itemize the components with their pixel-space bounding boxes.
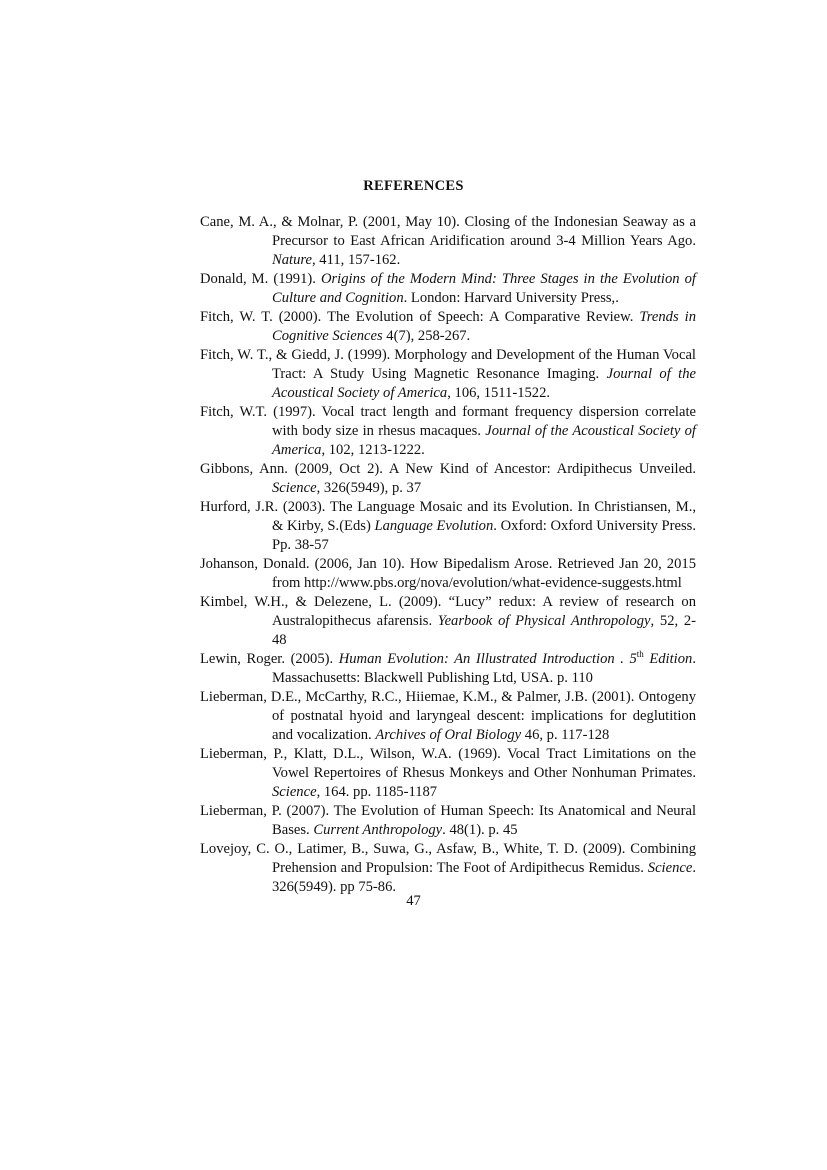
reference-entry: Hurford, J.R. (2003). The Language Mosaic and its Evolution. In Christiansen, M., & Kirby, S.(Eds) Language Evolution. Oxford: Oxford University Press. Pp. 38-57 <box>200 499 696 553</box>
page-number: 47 <box>406 893 421 909</box>
reference-entry: Kimbel, W.H., & Delezene, L. (2009). “Lucy” redux: A review of research on Australopithecus afarensis. Yearbook of Physical Anthropology, 52, 2-48 <box>200 594 696 648</box>
reference-entry: Lieberman, P., Klatt, D.L., Wilson, W.A. (1969). Vocal Tract Limitations on the Vowel Repertoires of Rhesus Monkeys and Other Nonhuman Primates. Science, 164. pp. 1185-1187 <box>200 746 696 800</box>
page-title: REFERENCES <box>363 178 464 194</box>
reference-entry: Johanson, Donald. (2006, Jan 10). How Bipedalism Arose. Retrieved Jan 20, 2015 from http://www.pbs.org/nova/evolution/what-evidence-suggests.html <box>200 556 696 591</box>
reference-entry: Fitch, W. T. (2000). The Evolution of Speech: A Comparative Review. Trends in Cognitive Sciences 4(7), 258-267. <box>200 309 696 344</box>
reference-entry: Lewin, Roger. (2005). Human Evolution: An Illustrated Introduction . 5th Edition. Massachusetts: Blackwell Publishing Ltd, USA. p. 110 <box>200 649 696 686</box>
reference-entry: Fitch, W. T., & Giedd, J. (1999). Morphology and Development of the Human Vocal Tract: A Study Using Magnetic Resonance Imaging. Journal of the Acoustical Society of America, 106, 1511-1522. <box>200 347 696 401</box>
reference-entry: Donald, M. (1991). Origins of the Modern Mind: Three Stages in the Evolution of Culture and Cognition. London: Harvard University Press,. <box>200 271 696 306</box>
reference-entry: Fitch, W.T. (1997). Vocal tract length and formant frequency dispersion correlate with body size in rhesus macaques. Journal of the Acoustical Society of America, 102, 1213-1222. <box>200 404 696 458</box>
reference-entry: Lieberman, P. (2007). The Evolution of Human Speech: Its Anatomical and Neural Bases. Current Anthropology. 48(1). p. 45 <box>200 803 696 838</box>
reference-entry: Cane, M. A., & Molnar, P. (2001, May 10). Closing of the Indonesian Seaway as a Precursor to East African Aridification around 3-4 Million Years Ago. Nature, 411, 157-162. <box>200 214 696 268</box>
reference-entry: Lovejoy, C. O., Latimer, B., Suwa, G., Asfaw, B., White, T. D. (2009). Combining Prehension and Propulsion: The Foot of Ardipithecus Remidus. Science. 326(5949). pp 75-86. <box>200 841 696 895</box>
reference-entry: Gibbons, Ann. (2009, Oct 2). A New Kind of Ancestor: Ardipithecus Unveiled. Science, 326(5949), p. 37 <box>200 461 696 496</box>
reference-list <box>200 213 696 897</box>
reference-entry: Lieberman, D.E., McCarthy, R.C., Hiiemae, K.M., & Palmer, J.B. (2001). Ontogeny of postnatal hyoid and laryngeal descent: implications for deglutition and vocalization. Archives of Oral Biology 46, p. 117-128 <box>200 689 696 743</box>
